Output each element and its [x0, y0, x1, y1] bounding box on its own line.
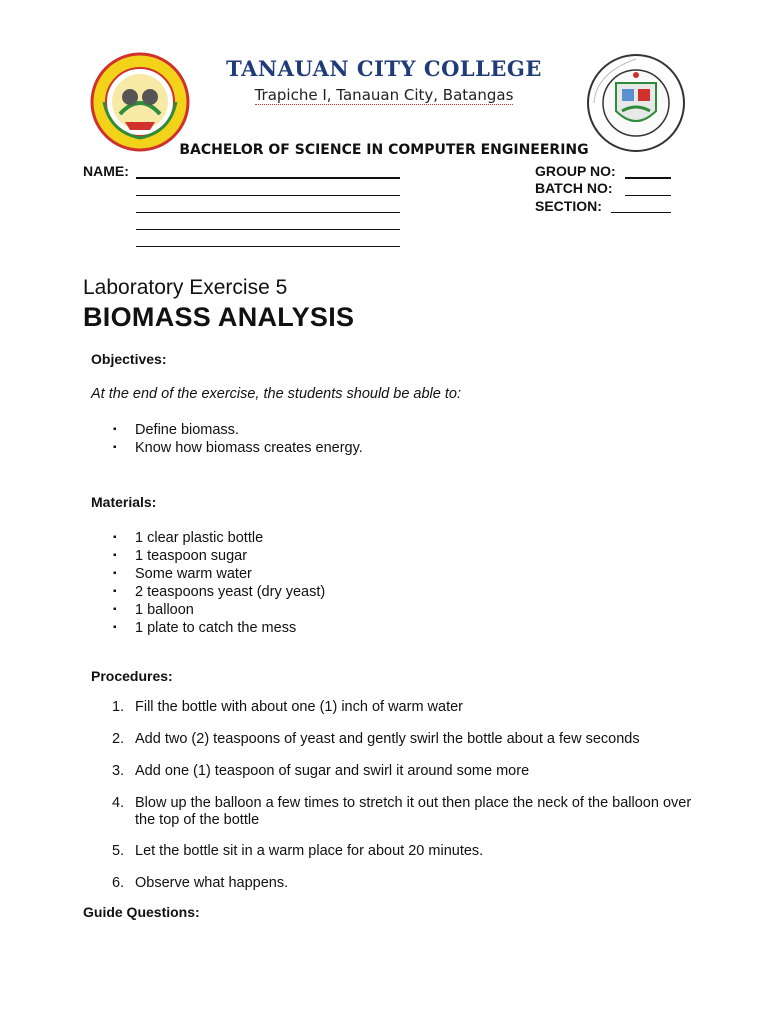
list-item: ▪ Know how biomass creates energy.	[113, 440, 363, 456]
objectives-heading: Objectives:	[91, 351, 167, 367]
list-item: ▪ 1 teaspoon sugar	[113, 548, 248, 564]
square-bullet-icon: ▪	[113, 424, 117, 435]
list-item: ▪ 1 balloon	[113, 602, 194, 618]
materials-list	[113, 529, 325, 637]
group-line[interactable]	[625, 177, 671, 179]
list-item: ▪ 1 plate to catch the mess	[113, 620, 297, 636]
square-bullet-icon: ▪	[113, 568, 117, 579]
list-item: ▪ Define biomass.	[113, 422, 239, 438]
name-label: NAME:	[83, 163, 129, 179]
name-line-1[interactable]	[136, 177, 400, 179]
college-name: TANAUAN CITY COLLEGE	[226, 56, 542, 81]
materials-heading: Materials:	[91, 494, 157, 510]
name-line-2[interactable]	[136, 195, 400, 196]
square-bullet-icon: ▪	[113, 586, 117, 597]
list-item: ▪ 2 teaspoons yeast (dry yeast)	[113, 584, 326, 600]
objectives-intro: At the end of the exercise, the students should be able to:	[91, 386, 461, 402]
batch-line[interactable]	[625, 195, 671, 196]
list-item: ▪ Some warm water	[113, 566, 252, 582]
name-line-3[interactable]	[136, 212, 400, 213]
square-bullet-icon: ▪	[113, 532, 117, 543]
name-line-4[interactable]	[136, 229, 400, 230]
exercise-subtitle: Laboratory Exercise 5	[83, 276, 288, 299]
exercise-title: BIOMASS ANALYSIS	[83, 302, 355, 332]
list-item: ▪ 1 clear plastic bottle	[113, 530, 264, 546]
name-line-5[interactable]	[136, 246, 400, 247]
college-address: Trapiche I, Tanauan City, Batangas	[254, 86, 514, 104]
program-title: BACHELOR OF SCIENCE IN COMPUTER ENGINEERING	[179, 142, 589, 158]
objectives-list	[113, 421, 363, 457]
square-bullet-icon: ▪	[113, 604, 117, 615]
square-bullet-icon: ▪	[113, 550, 117, 561]
section-line[interactable]	[611, 212, 671, 213]
square-bullet-icon: ▪	[113, 442, 117, 453]
square-bullet-icon: ▪	[113, 622, 117, 633]
guide-questions-heading: Guide Questions:	[83, 904, 200, 920]
section-label: SECTION:	[535, 198, 602, 214]
procedures-heading: Procedures:	[91, 668, 173, 684]
group-label: GROUP NO:	[535, 163, 616, 179]
batch-label: BATCH NO:	[535, 180, 613, 196]
